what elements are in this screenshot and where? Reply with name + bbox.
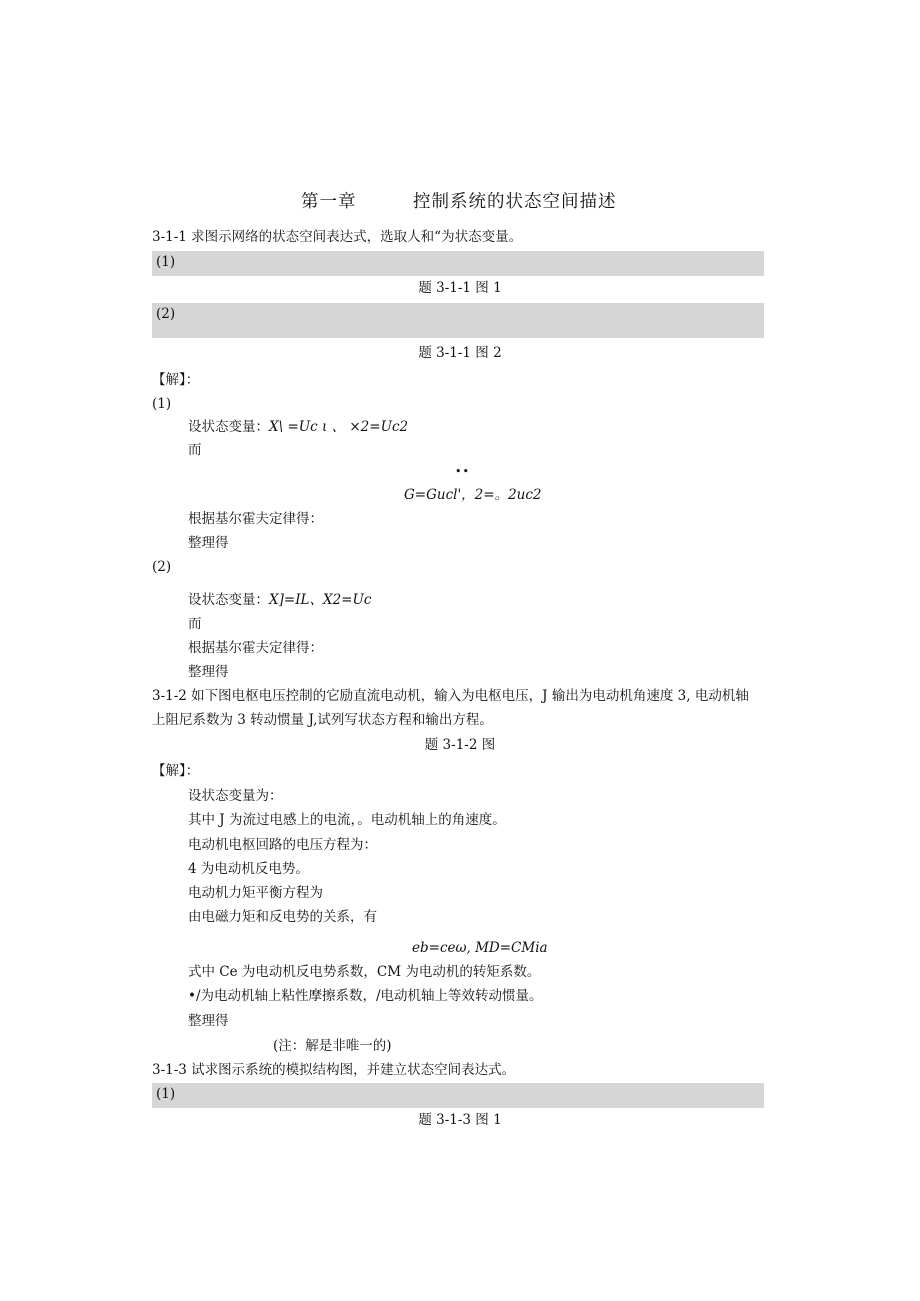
figure-caption: 题 3-1-1 图 1 [418, 280, 502, 296]
figure-caption: 题 3-1-2 图 [424, 737, 496, 753]
state-variable-prefix: 设状态变量： [188, 592, 269, 608]
figure-caption: 题 3-1-1 图 2 [418, 345, 502, 361]
text-line: 整理得 [188, 1013, 229, 1029]
figure-placeholder-band [152, 1083, 764, 1108]
state-variable-formula: X]=IL、X2=Uc [269, 592, 372, 608]
part-label: (2) [152, 559, 172, 575]
text-line: 整理得 [188, 535, 229, 551]
state-variable-line [188, 592, 371, 608]
figure-band-label: (1) [156, 1086, 176, 1102]
text-line: 其中 J 为流过电感上的电流，。电动机轴上的角速度。 [188, 812, 506, 828]
part-label: (1) [152, 396, 172, 412]
text-line: •/为电动机轴上粘性摩擦系数，/电动机轴上等效转动惯量。 [188, 988, 543, 1004]
solution-heading: 【解】： [152, 372, 200, 388]
text-line: 根据基尔霍夫定律得： [188, 640, 323, 656]
figure-placeholder-band [152, 303, 764, 338]
note: (注：解是非唯一的) [273, 1038, 392, 1054]
text-line: 电动机电枢回路的电压方程为： [188, 837, 377, 853]
text-line: 4 为电动机反电势。 [188, 861, 309, 877]
problem-3-1-3-text: 3-1-3 试求图示系统的模拟结构图，并建立状态空间表达式。 [152, 1062, 516, 1078]
state-variable-prefix: 设状态变量： [188, 419, 269, 435]
state-variable-formula: X\ =Uc ι 、 ×2=Uc2 [269, 419, 409, 435]
figure-band-label: (2) [156, 306, 176, 322]
equation: G=Gucl'，2=。2uc2 [404, 487, 542, 503]
figure-placeholder-band [152, 251, 764, 276]
text-line: 根据基尔霍夫定律得： [188, 511, 323, 527]
chapter-title: 控制系统的状态空间描述 [413, 192, 617, 212]
problem-3-1-2-text: 3-1-2 如下图电枢电压控制的它励直流电动机，输入为电枢电压，J 输出为电动机角速度 3, 电动机轴 [152, 688, 749, 704]
state-variable-line [188, 419, 408, 435]
chapter-number: 第一章 [301, 192, 357, 212]
text-line: 设状态变量为： [188, 788, 283, 804]
text-line: 而 [188, 616, 202, 632]
text-line: 电动机力矩平衡方程为 [188, 885, 323, 901]
problem-3-1-2-text: 上阻尼系数为 3 转动惯量 J,试列写状态方程和输出方程。 [152, 712, 493, 728]
text-line: 由电磁力矩和反电势的关系，有 [188, 909, 377, 925]
derivative-dots: •• [455, 465, 470, 478]
problem-3-1-1-text: 3-1-1 求图示网络的状态空间表达式，选取人和“为状态变量。 [152, 229, 523, 245]
solution-heading: 【解】： [152, 763, 200, 779]
text-line: 整理得 [188, 664, 229, 680]
text-line: 式中 Ce 为电动机反电势系数，CM 为电动机的转矩系数。 [188, 964, 541, 980]
equation: eb=ceω, MD=CMia [412, 940, 548, 956]
text-line: 而 [188, 442, 202, 458]
figure-caption: 题 3-1-3 图 1 [418, 1112, 502, 1128]
figure-band-label: (1) [156, 254, 176, 270]
